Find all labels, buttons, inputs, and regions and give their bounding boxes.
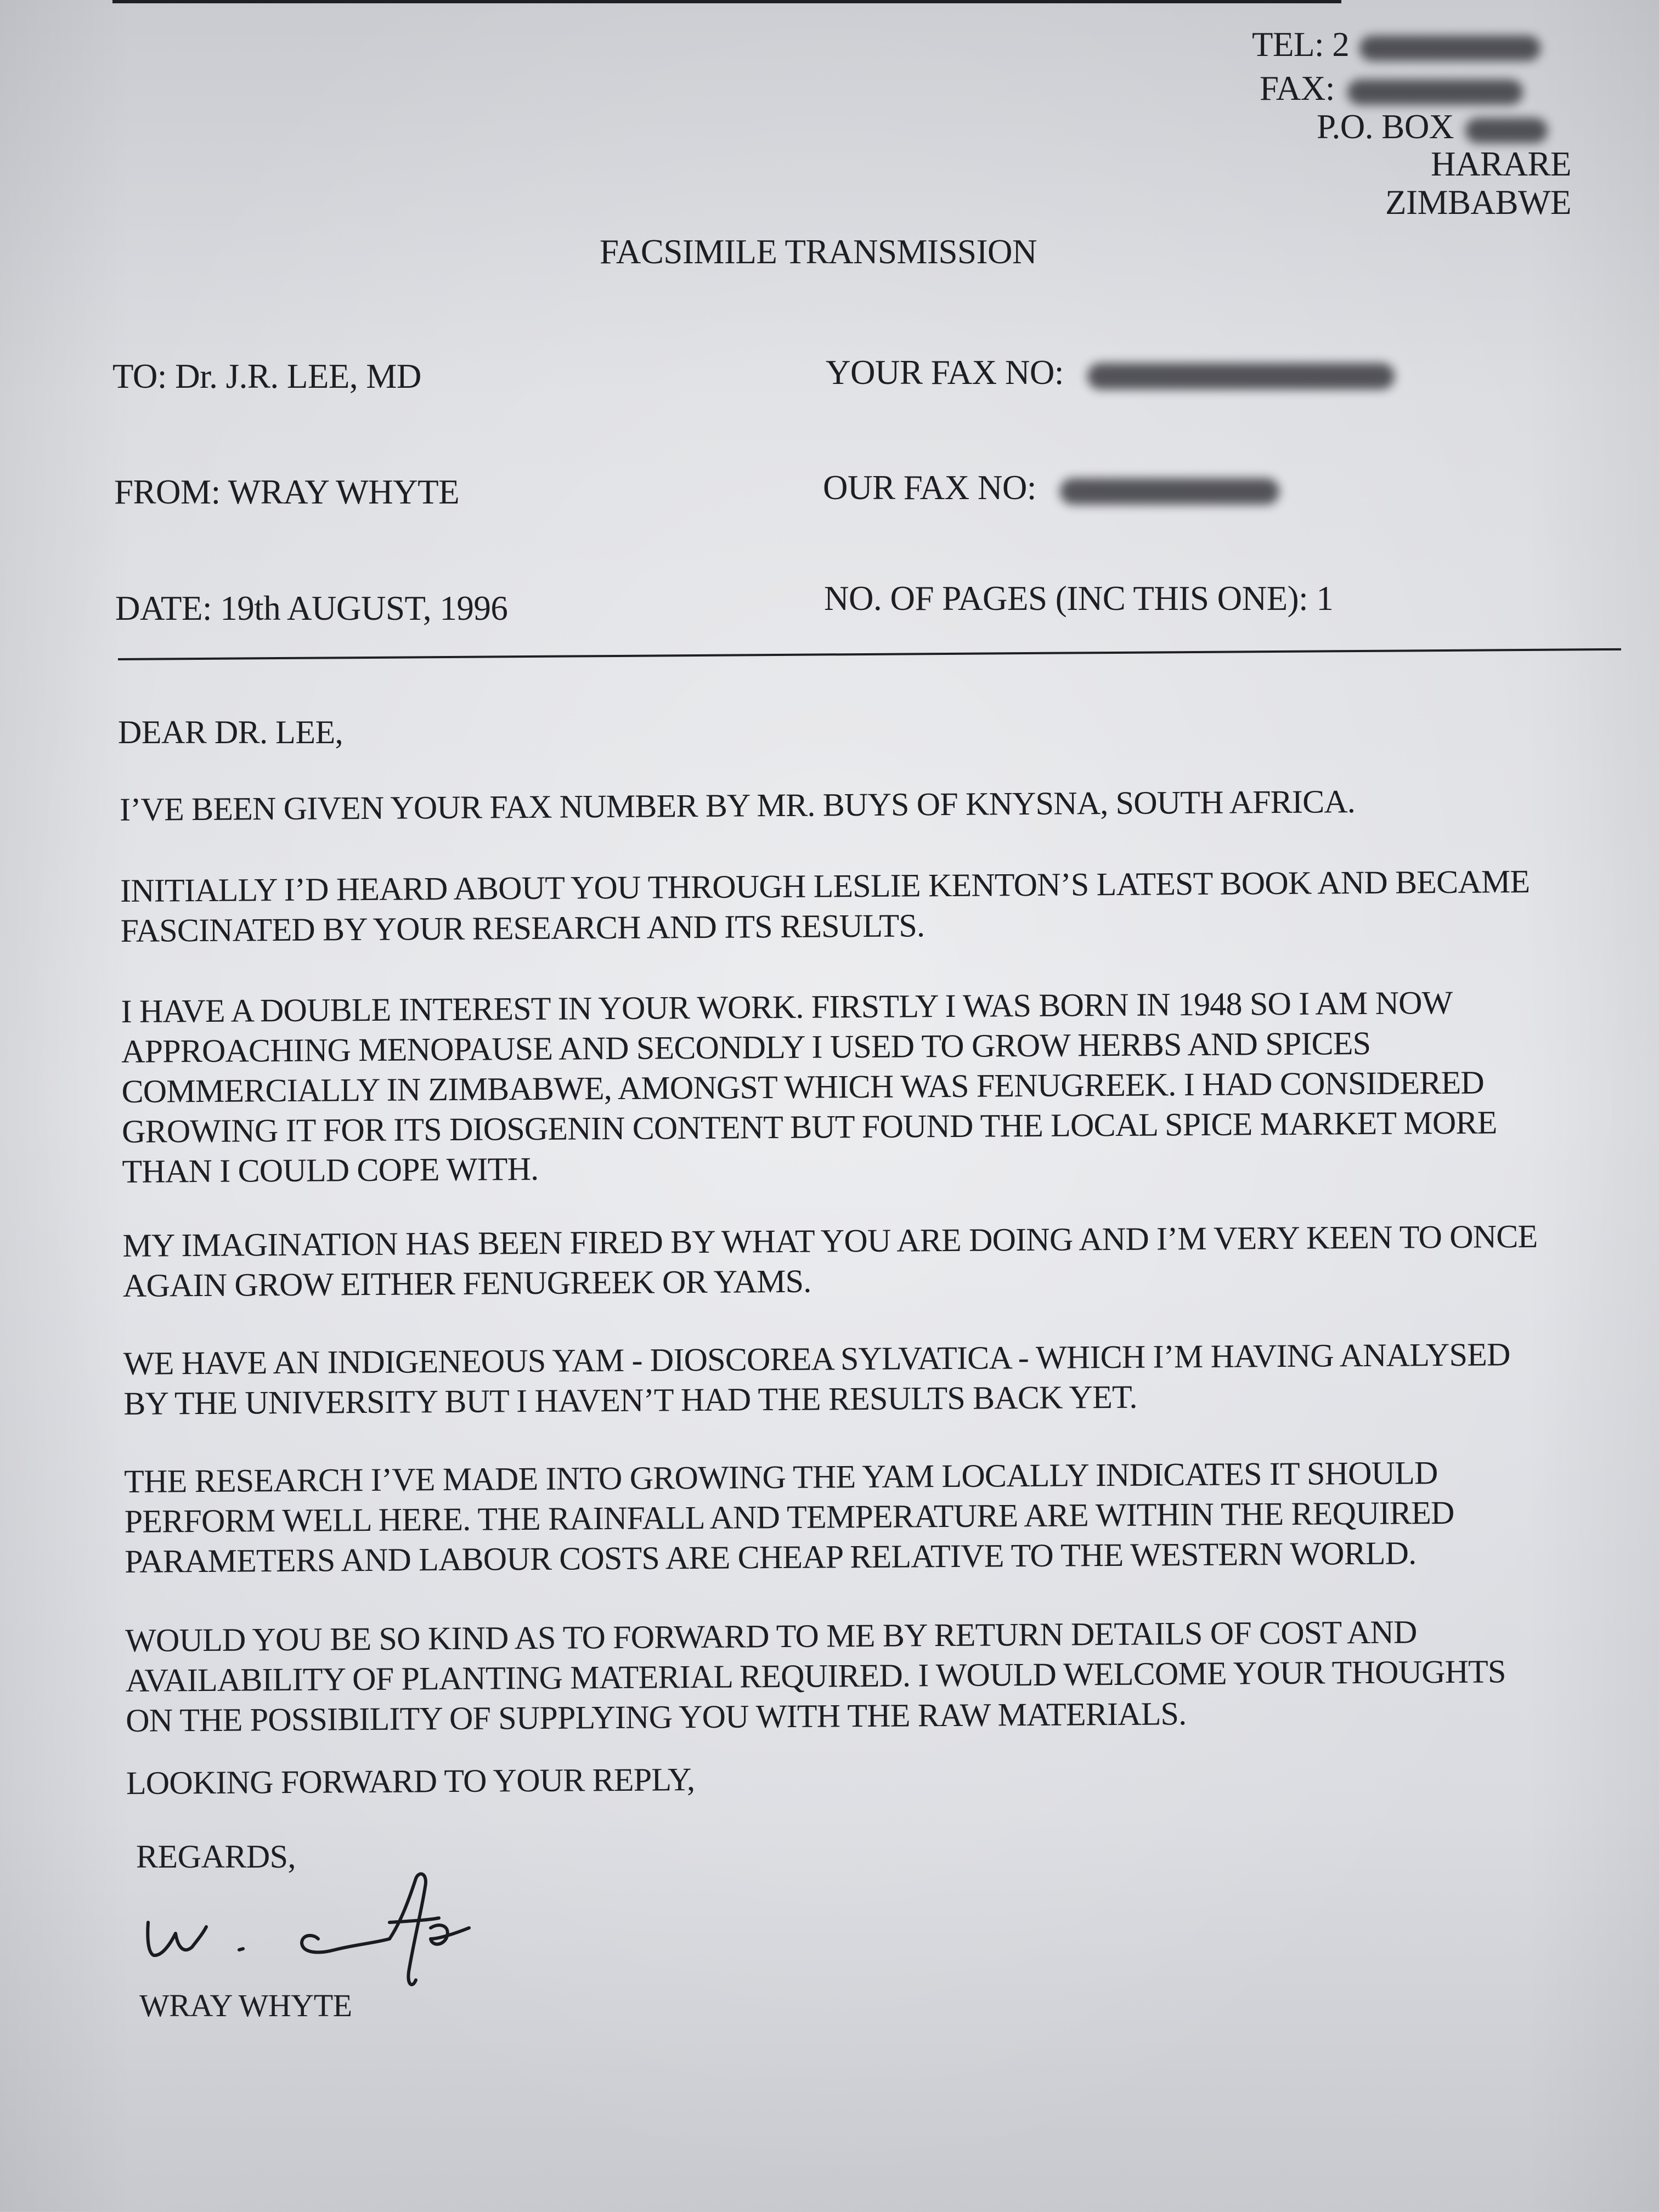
header-city: HARARE	[1430, 145, 1571, 183]
paragraph-3-line-2: APPROACHING MENOPAUSE AND SECONDLY I USED TO GROW HERBS AND SPICES	[121, 1025, 1371, 1070]
paragraph-1	[120, 782, 1355, 830]
paragraph-2-line-1: INITIALLY I’D HEARD ABOUT YOU THROUGH LESLIE KENTON’S LATEST BOOK AND BECAME	[120, 863, 1530, 909]
paragraph-4	[122, 1217, 1538, 1306]
header-fax: FAX:	[1260, 71, 1523, 106]
paragraph-5-line-2: BY THE UNIVERSITY BUT I HAVEN’T HAD THE RESULTS BACK YET.	[123, 1378, 1137, 1422]
document-title: FACSIMILE TRANSMISSION	[600, 233, 1037, 271]
paragraph-1-line-1: I’VE BEEN GIVEN YOUR FAX NUMBER BY MR. BUYS OF KNYSNA, SOUTH AFRICA.	[119, 783, 1356, 828]
paragraph-2-line-2: FASCINATED BY YOUR RESEARCH AND ITS RESULTS.	[120, 907, 925, 949]
salutation: DEAR DR. LEE,	[118, 714, 343, 750]
paragraph-3-line-1: I HAVE A DOUBLE INTEREST IN YOUR WORK. FIRSTLY I WAS BORN IN 1948 SO I AM NOW	[121, 984, 1453, 1029]
paragraph-3-line-5: THAN I COULD COPE WITH.	[122, 1150, 539, 1190]
field-no-of-pages: NO. OF PAGES (INC THIS ONE): 1	[824, 579, 1334, 618]
regards: REGARDS,	[136, 1838, 296, 1875]
paragraph-6-line-2: PERFORM WELL HERE. THE RAINFALL AND TEMPERATURE ARE WITHIN THE REQUIRED	[124, 1494, 1454, 1540]
paragraph-4-line-1: MY IMAGINATION HAS BEEN FIRED BY WHAT YOU ARE DOING AND I’M VERY KEEN TO ONCE	[122, 1218, 1538, 1264]
field-to: TO: Dr. J.R. LEE, MD	[112, 357, 421, 395]
paragraph-7	[125, 1611, 1506, 1741]
paragraph-3	[121, 982, 1497, 1192]
field-date: DATE: 19th AUGUST, 1996	[115, 589, 508, 627]
paragraph-6-line-1: THE RESEARCH I’VE MADE INTO GROWING THE YAM LOCALLY INDICATES IT SHOULD	[124, 1455, 1438, 1500]
paragraph-7-line-1: WOULD YOU BE SO KIND AS TO FORWARD TO ME BY RETURN DETAILS OF COST AND	[125, 1614, 1417, 1659]
paragraph-3-line-3: COMMERCIALLY IN ZIMBABWE, AMONGST WHICH WAS FENUGREEK. I HAD CONSIDERED	[121, 1064, 1485, 1110]
handwritten-signature	[132, 1857, 516, 1999]
header-country: ZIMBABWE	[1385, 183, 1571, 222]
field-our-fax-no: OUR FAX NO:	[823, 471, 1279, 505]
header-po-box: P.O. BOX	[1317, 110, 1548, 144]
paragraph-6-line-3: PARAMETERS AND LABOUR COSTS ARE CHEAP RELATIVE TO THE WESTERN WORLD.	[125, 1535, 1417, 1580]
field-from: FROM: WRAY WHYTE	[114, 473, 460, 511]
paragraph-3-line-4: GROWING IT FOR ITS DIOSGENIN CONTENT BUT FOUND THE LOCAL SPICE MARKET MORE	[121, 1104, 1497, 1150]
paragraph-7-line-3: ON THE POSSIBILITY OF SUPPLYING YOU WITH THE RAW MATERIALS.	[125, 1695, 1187, 1739]
field-your-fax-no: YOUR FAX NO:	[826, 355, 1395, 390]
paragraph-7-line-2: AVAILABILITY OF PLANTING MATERIAL REQUIRED. I WOULD WELCOME YOUR THOUGHTS	[125, 1653, 1506, 1699]
paragraph-4-line-2: AGAIN GROW EITHER FENUGREEK OR YAMS.	[122, 1263, 811, 1304]
paragraph-5-line-1: WE HAVE AN INDIGENEOUS YAM - DIOSCOREA SYLVATICA - WHICH I’M HAVING ANALYSED	[123, 1336, 1510, 1382]
paragraph-2	[120, 862, 1530, 951]
paragraph-6	[124, 1453, 1454, 1582]
header-tel: TEL: 2	[1252, 27, 1541, 62]
signature-name: WRAY WHYTE	[139, 1988, 352, 2023]
paragraph-5	[123, 1334, 1511, 1424]
closing-line: LOOKING FORWARD TO YOUR REPLY,	[126, 1761, 695, 1801]
